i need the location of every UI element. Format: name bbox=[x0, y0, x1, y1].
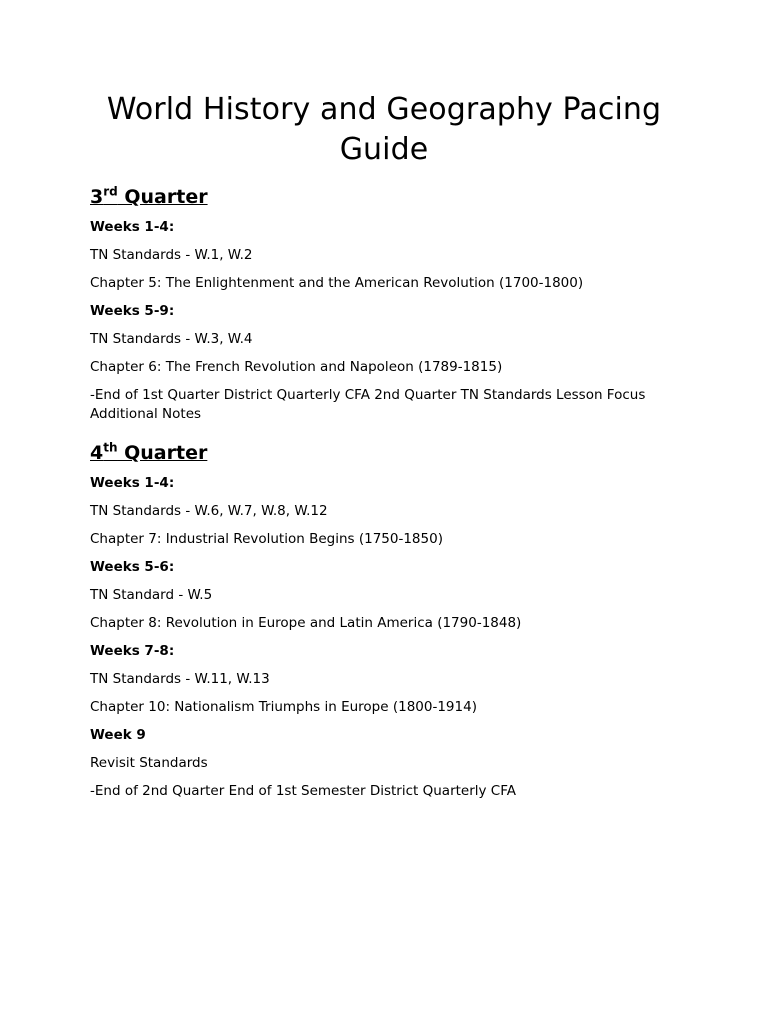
quarter-label: Quarter bbox=[117, 442, 208, 464]
end-note: -End of 1st Quarter District Quarterly CFA 2nd Quarter TN Standards Lesson Focus Additional Notes bbox=[90, 387, 646, 422]
quarter-number: 4 bbox=[90, 442, 104, 464]
weeks-label: Weeks 5-6: bbox=[90, 559, 175, 575]
weeks-label: Weeks 7-8: bbox=[90, 643, 175, 659]
weeks-label: Weeks 1-4: bbox=[90, 475, 175, 491]
chapter-text: Chapter 8: Revolution in Europe and Latin America (1790-1848) bbox=[90, 615, 522, 631]
quarter-label: Quarter bbox=[117, 186, 208, 208]
weeks-label: Weeks 1-4: bbox=[90, 219, 175, 235]
standards-text: TN Standard - W.5 bbox=[90, 587, 213, 603]
chapter-text: Chapter 10: Nationalism Triumphs in Europe (1800-1914) bbox=[90, 699, 477, 715]
standards-text: TN Standards - W.1, W.2 bbox=[90, 247, 253, 263]
quarter-4-section bbox=[90, 440, 678, 801]
end-note: -End of 2nd Quarter End of 1st Semester District Quarterly CFA bbox=[90, 783, 516, 799]
weeks-label: Week 9 bbox=[90, 727, 146, 743]
standards-text: TN Standards - W.6, W.7, W.8, W.12 bbox=[90, 503, 328, 519]
standards-text: Revisit Standards bbox=[90, 755, 208, 771]
chapter-text: Chapter 6: The French Revolution and Napoleon (1789-1815) bbox=[90, 359, 503, 375]
quarter-4-heading bbox=[90, 440, 678, 466]
quarter-3-heading bbox=[90, 184, 678, 210]
quarter-number: 3 bbox=[90, 186, 104, 208]
quarter-suffix: th bbox=[103, 440, 118, 455]
page-title: World History and Geography Pacing Guide bbox=[106, 92, 662, 167]
weeks-label: Weeks 5-9: bbox=[90, 303, 175, 319]
quarter-3-section bbox=[90, 184, 678, 424]
quarter-suffix: rd bbox=[103, 184, 118, 199]
standards-text: TN Standards - W.11, W.13 bbox=[90, 671, 270, 687]
standards-text: TN Standards - W.3, W.4 bbox=[90, 331, 253, 347]
chapter-text: Chapter 5: The Enlightenment and the American Revolution (1700-1800) bbox=[90, 275, 584, 291]
chapter-text: Chapter 7: Industrial Revolution Begins (1750-1850) bbox=[90, 531, 443, 547]
